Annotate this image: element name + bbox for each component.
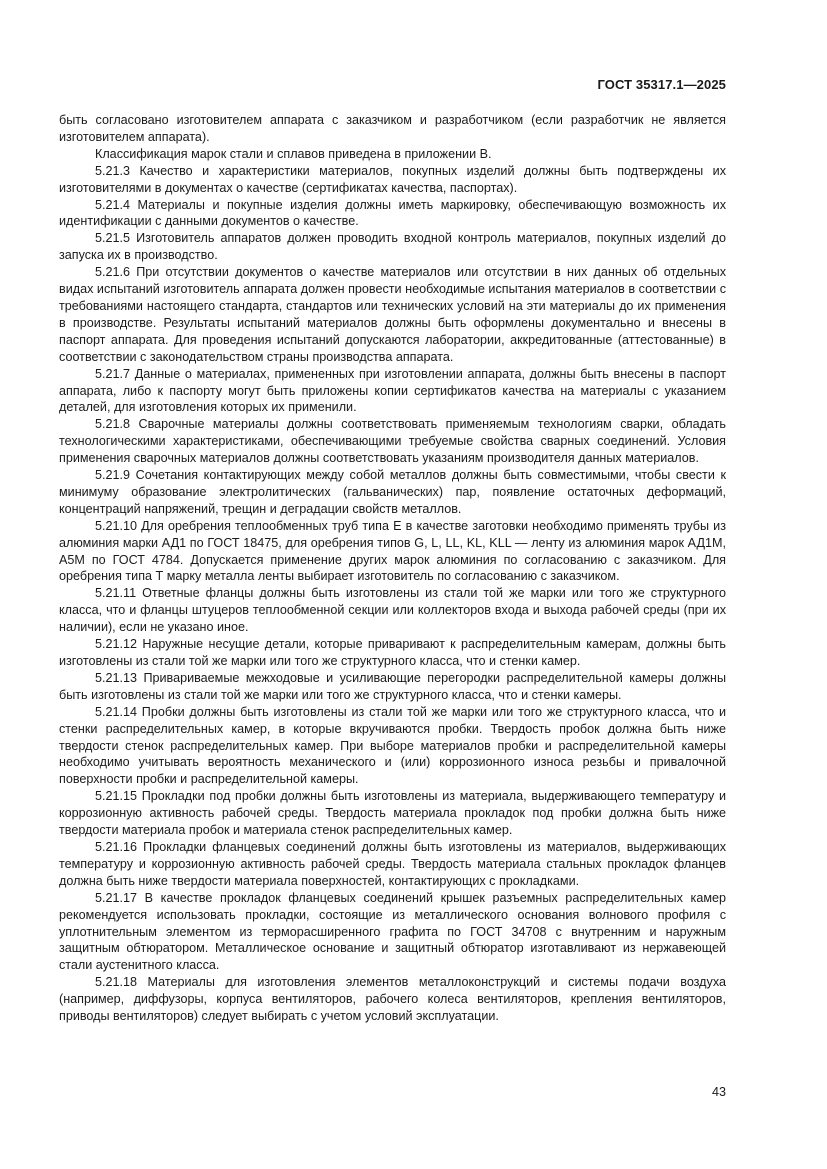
paragraph-5-21-14: 5.21.14 Пробки должны быть изготовлены из стали той же марки или того же структурного класса, что и стенки распределительных камер, в которые вкручиваются пробки. Твердость пробок должна быть ниже твердости стенок распределительных камер. При выборе материалов пробки и распределительной камеры необходимо учитывать вероятность механического и (или) коррозионного износа резьбы и привалочной поверхности пробки и распределительной камеры. — [59, 704, 726, 787]
paragraph-5-21-4: 5.21.4 Материалы и покупные изделия должны иметь маркировку, обеспечивающую возможность их идентификации с данными документов о качестве. — [59, 197, 726, 229]
paragraph-5-21-15: 5.21.15 Прокладки под пробки должны быть изготовлены из материала, выдерживающего температуру и коррозионную активность рабочей среды. Твердость материала прокладок под пробки должна быть ниже твердости материала пробок и материала стенок распределительных камер. — [59, 789, 726, 838]
paragraph-5-21-6: 5.21.6 При отсутствии документов о качестве материалов или отсутствии в них данных об отдельных видах испытаний изготовитель аппарата должен провести необходимые испытания материалов в соответствии с требованиями настоящего стандарта, стандартов или технических условий на эти материалы до их применения в производстве. Результаты испытаний материалов должны быть оформлены документально и внесены в паспорт аппарата. Для проведения испытаний допускаются лаборатории, аккредитованные (аттестованные) в соответствии с законодательством страны производства аппарата. — [59, 265, 726, 364]
paragraph-5-21-5: 5.21.5 Изготовитель аппаратов должен проводить входной контроль материалов, покупных изделий до запуска их в производство. — [59, 231, 726, 263]
paragraph-5-21-16: 5.21.16 Прокладки фланцевых соединений должны быть изготовлены из материалов, выдерживающих температуру и коррозионную активность рабочей среды. Твердость материала стальных прокладок фланцев должна быть ниже твердости материала поверхностей, контактирующих с прокладками. — [59, 839, 726, 888]
paragraph-5-21-17: 5.21.17 В качестве прокладок фланцевых соединений крышек разъемных распределительных камер рекомендуется использовать прокладки, состоящие из металлического основания волнового профиля с уплотнительным элементом из терморасширенного графита по ГОСТ 34708 с внутренним и наружным защитным обтюратором. Металлическое основание и защитный обтюратор изготавливают из нержавеющей стали аустенитного класса. — [59, 890, 726, 973]
paragraph-classification-note: Классификация марок стали и сплавов приведена в приложении В. — [95, 146, 492, 161]
paragraph-5-21-9: 5.21.9 Сочетания контактирующих между собой металлов должны быть совместимыми, чтобы свести к минимуму образование электролитических (гальванических) пар, появление остаточных деформаций, концентраций напряжений, трещин и деградации свойств металлов. — [59, 468, 726, 516]
document-body — [59, 112, 726, 1025]
paragraph-5-21-12: 5.21.12 Наружные несущие детали, которые приваривают к распределительным камерам, должны быть изготовлены из стали той же марки или того же структурного класса, что и стенки камер. — [59, 637, 726, 668]
paragraph-5-21-7: 5.21.7 Данные о материалах, примененных при изготовлении аппарата, должны быть внесены в паспорт аппарата, либо к паспорту могут быть приложены копии сертификатов качества на материалы с указанием деталей, для изготовления которых их применили. — [59, 366, 726, 415]
paragraph-continuation: быть согласовано изготовителем аппарата с заказчиком и разработчиком (если разработчик не является изготовителем аппарата). — [59, 113, 726, 144]
paragraph-5-21-11: 5.21.11 Ответные фланцы должны быть изготовлены из стали той же марки или того же структурного класса, что и фланцы штуцеров теплообменной секции или коллекторов входа и выхода рабочей среды (при их наличии), если не указано иное. — [59, 586, 726, 635]
paragraph-5-21-3: 5.21.3 Качество и характеристики материалов, покупных изделий должны быть подтверждены их изготовителями в документах о качестве (сертификатах качества, паспортах). — [59, 163, 726, 195]
paragraph-5-21-18: 5.21.18 Материалы для изготовления элементов металлоконструкций и системы подачи воздуха (например, диффузоры, корпуса вентиляторов, рабочего колеса вентиляторов, крепления вентиляторов, приводы вентиляторов) следует выбирать с учетом условий эксплуатации. — [59, 975, 726, 1024]
document-code-header: ГОСТ 35317.1—2025 — [597, 77, 726, 92]
paragraph-5-21-13: 5.21.13 Привариваемые межходовые и усиливающие перегородки распределительной камеры должны быть изготовлены из стали той же марки или того же структурного класса, что и стенки камеры. — [59, 670, 726, 702]
paragraph-5-21-10: 5.21.10 Для оребрения теплообменных труб типа Е в качестве заготовки необходимо применять трубы из алюминия марки АД1 по ГОСТ 18475, для оребрения типов G, L, LL, KL, KLL — ленту из алюминия марок АД1М, А5М по ГОСТ 4784. Допускается применение других марок алюминия по согласованию с заказчиком. Для оребрения типа Т марку металла ленты выбирает изготовитель по согласованию с заказчиком. — [59, 518, 726, 584]
paragraph-5-21-8: 5.21.8 Сварочные материалы должны соответствовать применяемым технологиям сварки, обладать технологическими характеристиками, обеспечивающими требуемые свойства сварных соединений. Условия применения сварочных материалов должны соответствовать указаниям производителя данных материалов. — [59, 417, 726, 466]
page-number: 43 — [711, 1085, 726, 1099]
